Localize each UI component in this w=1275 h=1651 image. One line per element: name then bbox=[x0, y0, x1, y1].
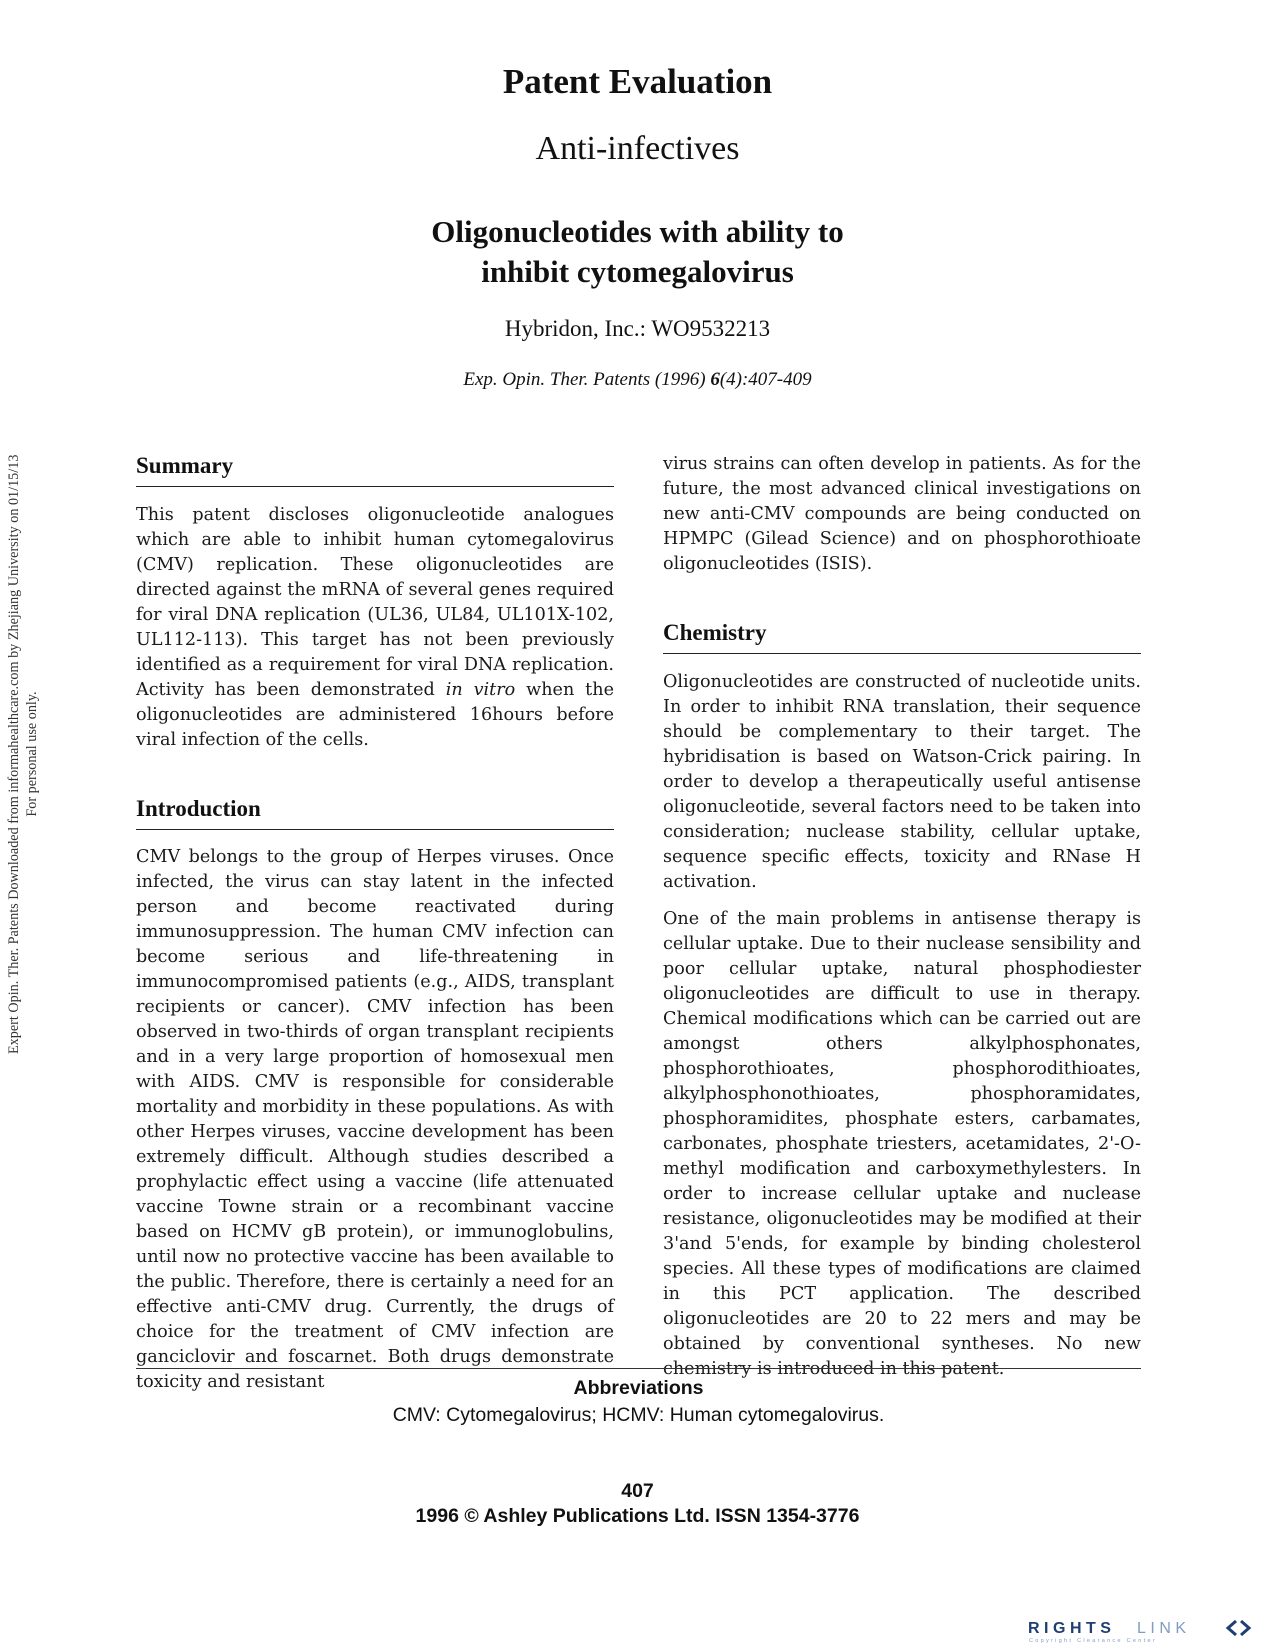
chemistry-paragraph-1: Oligonucleotides are constructed of nucleotide units. In order to inhibit RNA translation, their sequence should be complementary to their target. The hybridisation is based on Watson-Crick pairing. In order to develop a therapeutically useful antisense oligonucleotide, several factors need to be taken into consideration; nuclease stability, cellular uptake, sequence specific effects, toxicity and RNase H activation. bbox=[663, 672, 1141, 892]
watermark-line1: Expert Opin. Ther. Patents Downloaded from informahealthcare.com by Zhejiang University on 01/15/13 bbox=[6, 454, 22, 1054]
logo-chevron-right-icon bbox=[1241, 1621, 1249, 1635]
abbreviations-heading: Abbreviations bbox=[573, 1377, 704, 1399]
assignee: Hybridon, Inc.: WO9532213 bbox=[504, 316, 771, 341]
abbreviations-box bbox=[136, 1368, 1141, 1427]
logo-chevron-left-icon bbox=[1228, 1621, 1236, 1635]
left-column bbox=[136, 452, 614, 1395]
summary-text-after: when the oligonucleotides are administered 16hours before viral infection of the cells. bbox=[136, 680, 614, 750]
page-number: 407 bbox=[621, 1480, 654, 1502]
citation-journal: Exp. Opin. Ther. Patents (1996) bbox=[463, 369, 711, 390]
article-title bbox=[0, 212, 1275, 292]
citation bbox=[0, 369, 1275, 391]
chemistry-paragraph-2: One of the main problems in antisense therapy is cellular uptake. Due to their nuclease sensibility and poor cellular uptake, natural phosphodiester oligonucleotides are difficult to use in therapy. Chemical modifications which can be carried out are amongst others alkylphosphonates, phosphorothioates, phosphorodithioates, alkylphosphonothioates, phosphoramidates, phosphoramidites, phosphate esters, carbamates, carbonates, phosphate triesters, acetamidates, 2'-O-methyl modification and carboxymethylesters. In order to increase cellular uptake and nuclease resistance, oligonucleotides may be modified at their 3'and 5'ends, for example by binding cholesterol species. All these types of modifications are claimed in this PCT application. The described oligonucleotides are 20 to 22 mers and may be obtained by conventional syntheses. No new chemistry is introduced in this patent. bbox=[663, 909, 1141, 1379]
watermark-line2: For personal use only. bbox=[24, 691, 40, 817]
section-title: Patent Evaluation bbox=[502, 62, 773, 101]
introduction-heading: Introduction bbox=[136, 795, 614, 830]
download-watermark bbox=[0, 390, 52, 1110]
article-title-line1: Oligonucleotides with ability to bbox=[431, 214, 844, 249]
summary-text-italic: in vitro bbox=[445, 680, 516, 700]
logo-rights-text: RIGHTS bbox=[1028, 1620, 1116, 1637]
abbreviations-text: CMV: Cytomegalovirus; HCMV: Human cytomegalovirus. bbox=[392, 1404, 885, 1426]
introduction-continuation: virus strains can often develop in patients. As for the future, the most advanced clinical investigations on new anti-CMV compounds are being conducted on HPMPC (Gilead Science) and on phosphorothioate oligonucleotides (ISIS). bbox=[663, 454, 1141, 574]
introduction-text: CMV belongs to the group of Herpes viruses. Once infected, the virus can stay latent in the infected person and become reactivated during immunosuppression. The human CMV infection can become serious and life-threatening in immunocompromised patients (e.g., AIDS, transplant recipients or cancer). CMV infection has been observed in two-thirds of organ transplant recipients and in a very large proportion of homosexual men with AIDS. CMV is responsible for considerable mortality and morbidity in these populations. As with other Herpes viruses, vaccine development has been extremely difficult. Although studies described a prophylactic effect using a vaccine (life attenuated vaccine Towne strain or a recombinant vaccine based on HCMV gB protein), or immunoglobulins, until now no protective vaccine has been available to the public. Therefore, there is certainly a need for an effective anti-CMV drug. Currently, the drugs of choice for the treatment of CMV infection are ganciclovir and foscarnet. Both drugs demonstrate toxicity and resistant bbox=[136, 847, 614, 1392]
right-column bbox=[663, 452, 1141, 1382]
copyright-line: 1996 © Ashley Publications Ltd. ISSN 1354-3776 bbox=[415, 1505, 860, 1527]
citation-volume: 6 bbox=[710, 369, 720, 390]
watermark-svg bbox=[0, 390, 52, 1110]
rightslink-logo-svg bbox=[1028, 1618, 1258, 1644]
summary-heading: Summary bbox=[136, 452, 614, 487]
logo-link-text: LINK bbox=[1137, 1620, 1191, 1637]
logo-tagline: Copyright Clearance Center bbox=[1029, 1638, 1157, 1644]
citation-pages: (4):407-409 bbox=[719, 369, 812, 390]
summary-text-before: This patent discloses oligonucleotide analogues which are able to inhibit human cytomegalovirus (CMV) replication. These oligonucleotides are directed against the mRNA of several genes required for viral DNA replication (UL36, UL84, UL101X-102, UL112-113). This target has not been previously identified as a requirement for viral DNA replication. Activity has been demonstrated bbox=[136, 505, 614, 700]
chemistry-heading: Chemistry bbox=[663, 619, 1141, 654]
article-title-line2: inhibit cytomegalovirus bbox=[481, 254, 794, 289]
category-title: Anti-infectives bbox=[535, 130, 740, 167]
rightslink-logo[interactable] bbox=[1028, 1618, 1258, 1644]
summary-text bbox=[136, 503, 614, 753]
